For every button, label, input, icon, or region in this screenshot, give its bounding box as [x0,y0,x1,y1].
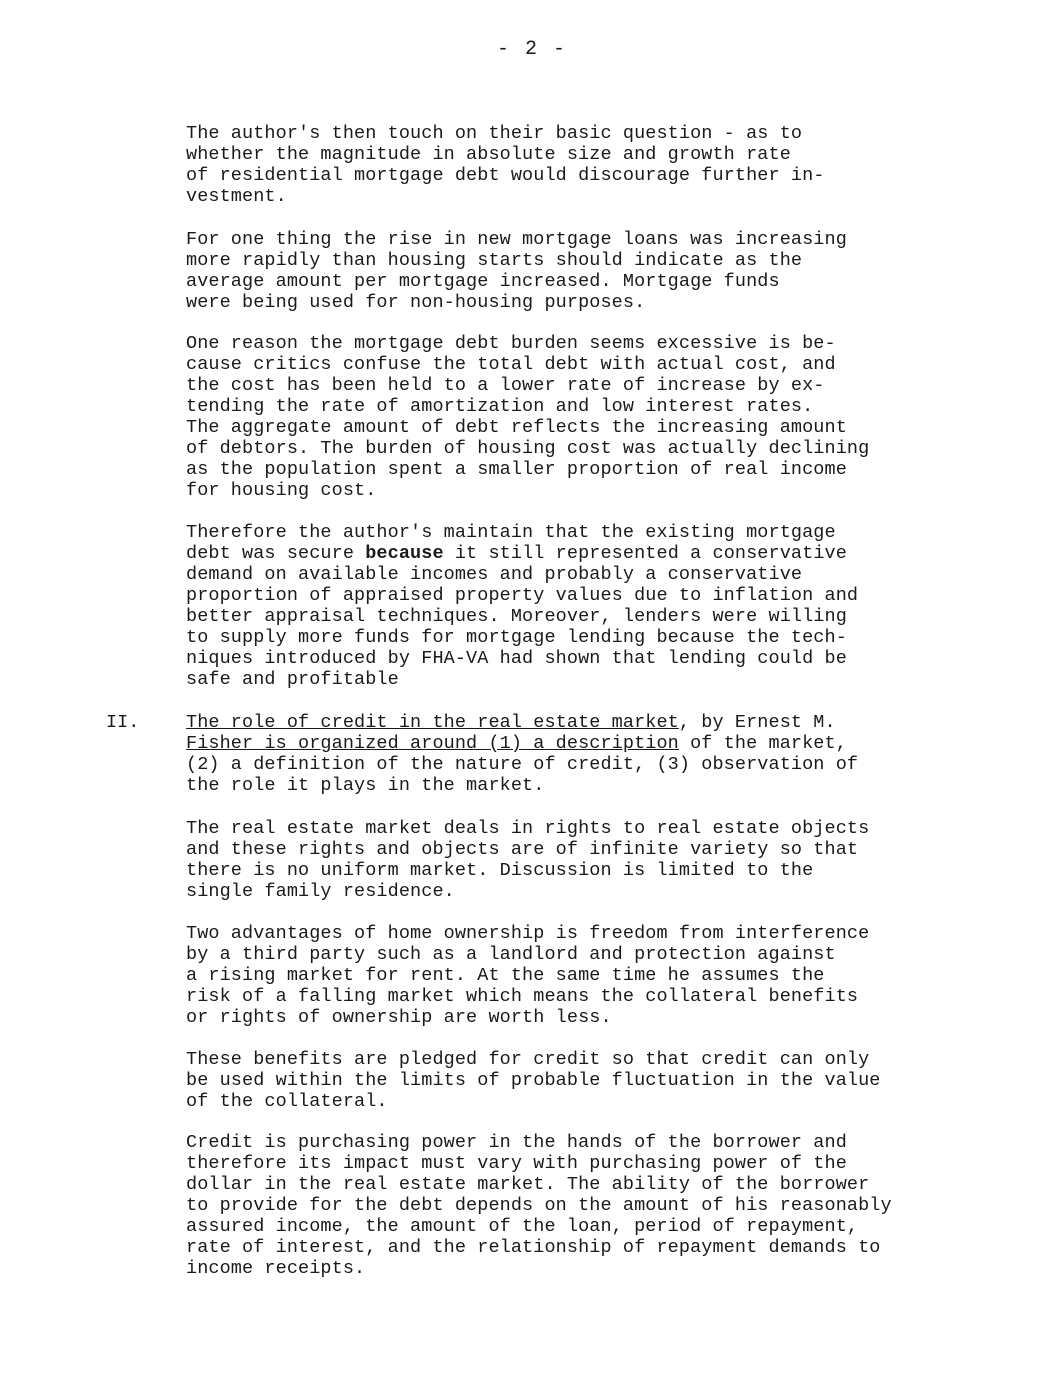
paragraph-home-ownership: Two advantages of home ownership is freedom from interference by a third party such as a landlord and protection against a rising market for rent. At the same time he assumes the risk of a falling market which means the collateral benefits or rights of ownership are worth less. [186,923,870,1028]
paragraph-debt-secure: Therefore the author's maintain that the existing mortgage debt was secure because it still represented a conservative demand on available incomes and probably a conservative proportion of appraised property values due to inflation and better appraisal techniques. Moreover, lenders were willing to supply more funds for mortgage lending because the tech- niques introduced by FHA-VA had shown that lending could be safe and profitable [186,522,859,690]
paragraph-benefits-pledged: These benefits are pledged for credit so that credit can only be used within the limits of probable fluctuation in the value of the collateral. [186,1049,881,1112]
bold-word: because [365,543,444,564]
paragraph-purchasing-power: Credit is purchasing power in the hands of the borrower and therefore its impact must vary with purchasing power of the dollar in the real estate market. The ability of the borrower to provide for the debt depends on the amount of his reasonably assured income, the amount of the loan, period of repayment, rate of interest, and the relationship of repayment demands to income receipts. [186,1132,892,1279]
paragraph-basic-question: The author's then touch on their basic question - as to whether the magnitude in absolute size and growth rate of residential mortgage debt would discourage further in- vestment. [186,123,825,207]
section-marker: II. [106,712,140,733]
paragraph-real-estate-market: The real estate market deals in rights to real estate objects and these rights and objects are of infinite variety so that there is no uniform market. Discussion is limited to the single family residence. [186,818,870,902]
section-title: The role of credit in the real estate market [186,712,679,733]
page-number: - 2 - [496,38,567,61]
paragraph-mortgage-loans: For one thing the rise in new mortgage loans was increasing more rapidly than housing starts should indicate as the average amount per mortgage increased. Mortgage funds were being used for non-housing purposes. [186,229,847,313]
paragraph-role-of-credit: The role of credit in the real estate market, by Ernest M. Fisher is organized around (1) a description of the market, (2) a definition of the nature of credit, (3) observation of the role it plays in the market. [186,712,859,796]
paragraph-debt-burden: One reason the mortgage debt burden seems excessive is be- cause critics confuse the total debt with actual cost, and the cost has been held to a lower rate of increase by ex- tending the rate of amortization and low interest rates. The aggregate amount of debt reflects the increasing amount of debtors. The burden of housing cost was actually declining as the population spent a smaller proportion of real income for housing cost. [186,333,870,501]
section-title-continued: Fisher is organized around (1) a description [186,733,679,754]
